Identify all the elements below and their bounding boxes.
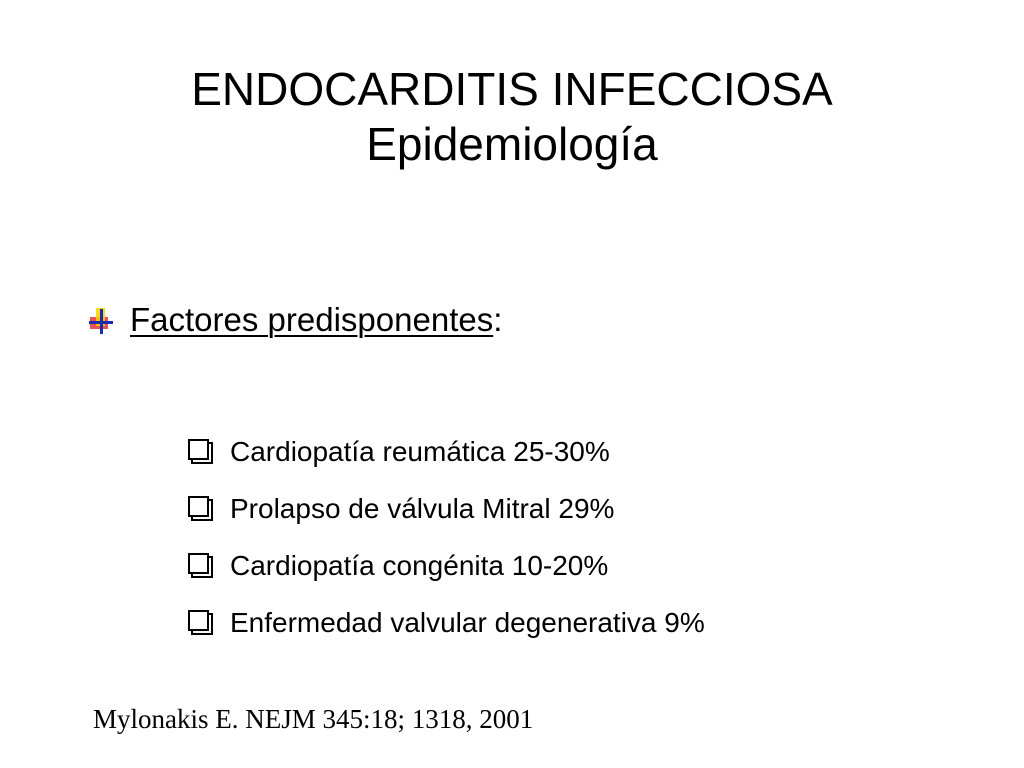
list-item-text: Cardiopatía congénita 10-20% (230, 549, 609, 581)
list-item (186, 594, 705, 651)
title-line-2: Epidemiología (366, 118, 658, 171)
slide-title (0, 62, 1024, 172)
factor-heading-colon: : (493, 301, 503, 338)
factor-heading-label: Factores predisponentes (130, 301, 494, 338)
factor-list (186, 423, 705, 651)
checkbox-icon (186, 437, 216, 467)
checkbox-icon (186, 494, 216, 524)
checkbox-icon (186, 608, 216, 638)
list-item-text: Enfermedad valvular degenerativa 9% (230, 606, 705, 638)
list-item (186, 423, 705, 480)
title-line-1: ENDOCARDITIS INFECCIOSA (191, 63, 833, 115)
list-item-text: Cardiopatía reumática 25-30% (230, 435, 610, 467)
colored-cross-bullet-icon (86, 305, 116, 335)
citation: Mylonakis E. NEJM 345:18; 1318, 2001 (93, 704, 534, 734)
list-item (186, 537, 705, 594)
checkbox-icon (186, 551, 216, 581)
list-item (186, 480, 705, 537)
list-item-text: Prolapso de válvula Mitral 29% (230, 492, 615, 524)
factor-heading (86, 300, 502, 340)
